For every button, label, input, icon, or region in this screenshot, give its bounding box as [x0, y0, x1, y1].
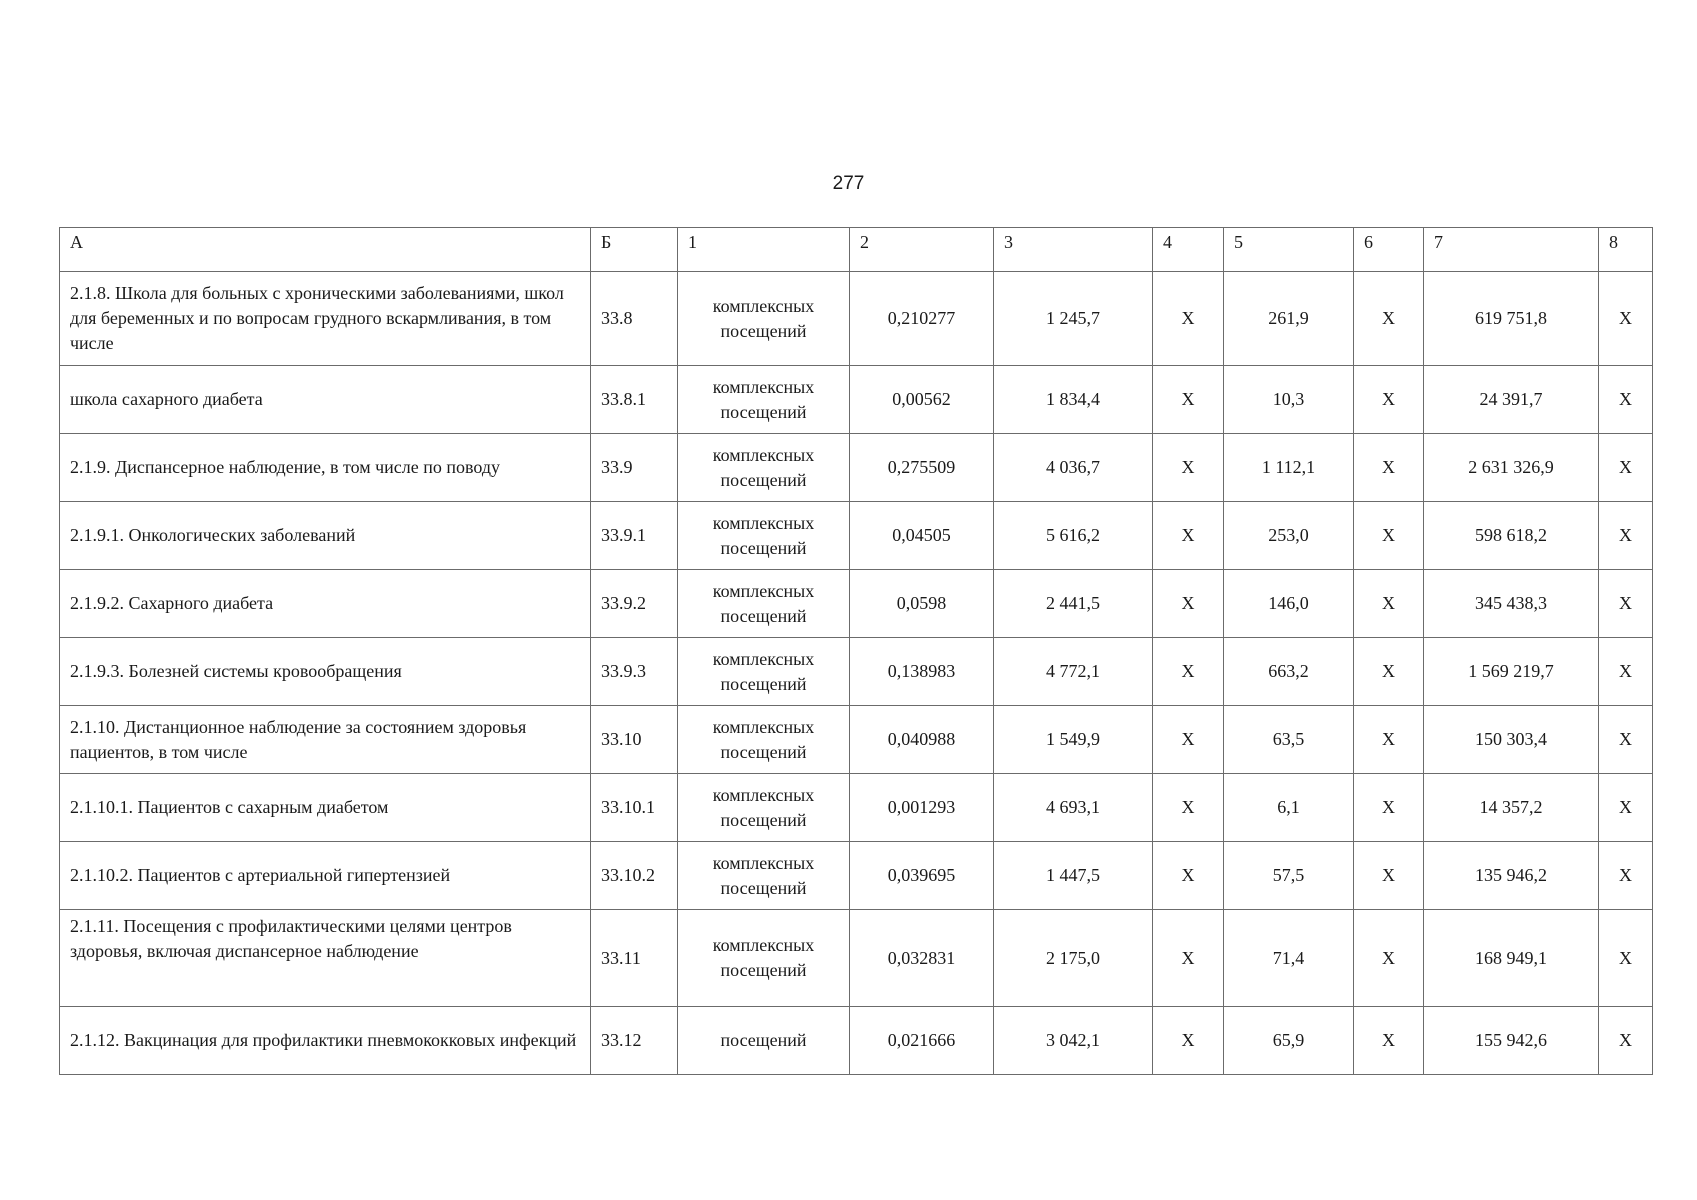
row-col-3: 1 834,4 — [994, 366, 1153, 434]
row-name: 2.1.9.1. Онкологических заболеваний — [60, 502, 591, 570]
row-col-7: 345 438,3 — [1424, 570, 1599, 638]
row-col-2: 0,138983 — [850, 638, 994, 706]
row-code: 33.12 — [591, 1007, 678, 1075]
row-col-6: Х — [1354, 638, 1424, 706]
row-col-6: Х — [1354, 774, 1424, 842]
row-col-3: 1 549,9 — [994, 706, 1153, 774]
table-body — [60, 272, 1653, 1075]
row-col-3: 4 693,1 — [994, 774, 1153, 842]
row-col-8: Х — [1599, 774, 1653, 842]
row-col-2: 0,210277 — [850, 272, 994, 366]
row-col-8: Х — [1599, 1007, 1653, 1075]
row-unit: комплексных посещений — [678, 434, 850, 502]
row-col-6: Х — [1354, 502, 1424, 570]
row-name: 2.1.9. Диспансерное наблюдение, в том числе по поводу — [60, 434, 591, 502]
row-unit: комплексных посещений — [678, 842, 850, 910]
row-unit: комплексных посещений — [678, 570, 850, 638]
row-name: 2.1.9.2. Сахарного диабета — [60, 570, 591, 638]
row-col-7: 14 357,2 — [1424, 774, 1599, 842]
row-col-7: 135 946,2 — [1424, 842, 1599, 910]
row-col-7: 1 569 219,7 — [1424, 638, 1599, 706]
table-row — [60, 842, 1653, 910]
row-col-2: 0,0598 — [850, 570, 994, 638]
row-col-7: 168 949,1 — [1424, 910, 1599, 1007]
row-col-4: Х — [1153, 570, 1224, 638]
header-cell-5: 5 — [1224, 228, 1354, 272]
row-col-5: 10,3 — [1224, 366, 1354, 434]
row-col-5: 65,9 — [1224, 1007, 1354, 1075]
row-col-6: Х — [1354, 706, 1424, 774]
row-name: 2.1.9.3. Болезней системы кровообращения — [60, 638, 591, 706]
row-name: 2.1.12. Вакцинация для профилактики пневмококковых инфекций — [60, 1007, 591, 1075]
row-name: 2.1.10.2. Пациентов с артериальной гипертензией — [60, 842, 591, 910]
row-unit: комплексных посещений — [678, 910, 850, 1007]
row-code: 33.10 — [591, 706, 678, 774]
header-cell-a: А — [60, 228, 591, 272]
row-col-4: Х — [1153, 910, 1224, 1007]
row-col-7: 24 391,7 — [1424, 366, 1599, 434]
row-code: 33.10.1 — [591, 774, 678, 842]
row-col-4: Х — [1153, 842, 1224, 910]
page-number: 277 — [832, 173, 865, 194]
table-row — [60, 366, 1653, 434]
row-col-8: Х — [1599, 272, 1653, 366]
row-col-8: Х — [1599, 570, 1653, 638]
row-col-3: 2 441,5 — [994, 570, 1153, 638]
row-col-6: Х — [1354, 434, 1424, 502]
header-cell-7: 7 — [1424, 228, 1599, 272]
row-col-7: 619 751,8 — [1424, 272, 1599, 366]
row-col-5: 663,2 — [1224, 638, 1354, 706]
row-col-8: Х — [1599, 638, 1653, 706]
row-col-2: 0,040988 — [850, 706, 994, 774]
row-name: 2.1.10. Дистанционное наблюдение за состоянием здоровья пациентов, в том числе — [60, 706, 591, 774]
row-col-3: 3 042,1 — [994, 1007, 1153, 1075]
row-unit: комплексных посещений — [678, 502, 850, 570]
table-header — [60, 228, 1653, 272]
table-row — [60, 910, 1653, 1007]
row-col-6: Х — [1354, 570, 1424, 638]
row-col-5: 63,5 — [1224, 706, 1354, 774]
table-row — [60, 638, 1653, 706]
row-unit: комплексных посещений — [678, 774, 850, 842]
row-col-6: Х — [1354, 842, 1424, 910]
row-col-3: 4 772,1 — [994, 638, 1153, 706]
row-col-8: Х — [1599, 910, 1653, 1007]
row-name: 2.1.10.1. Пациентов с сахарным диабетом — [60, 774, 591, 842]
data-table — [59, 227, 1653, 1075]
row-col-7: 155 942,6 — [1424, 1007, 1599, 1075]
row-unit: комплексных посещений — [678, 272, 850, 366]
row-col-4: Х — [1153, 1007, 1224, 1075]
row-unit: комплексных посещений — [678, 366, 850, 434]
row-col-6: Х — [1354, 272, 1424, 366]
row-col-7: 598 618,2 — [1424, 502, 1599, 570]
row-name: 2.1.11. Посещения с профилактическими целями центров здоровья, включая диспансерное наблюдение — [60, 910, 591, 1007]
row-col-4: Х — [1153, 272, 1224, 366]
row-col-5: 1 112,1 — [1224, 434, 1354, 502]
row-col-2: 0,039695 — [850, 842, 994, 910]
table-row — [60, 570, 1653, 638]
header-cell-b: Б — [591, 228, 678, 272]
row-code: 33.10.2 — [591, 842, 678, 910]
row-col-4: Х — [1153, 366, 1224, 434]
row-name: школа сахарного диабета — [60, 366, 591, 434]
row-col-4: Х — [1153, 638, 1224, 706]
row-col-5: 253,0 — [1224, 502, 1354, 570]
row-col-5: 261,9 — [1224, 272, 1354, 366]
row-col-3: 1 447,5 — [994, 842, 1153, 910]
row-col-8: Х — [1599, 366, 1653, 434]
row-col-2: 0,04505 — [850, 502, 994, 570]
header-cell-6: 6 — [1354, 228, 1424, 272]
row-col-5: 57,5 — [1224, 842, 1354, 910]
table-row — [60, 1007, 1653, 1075]
header-cell-2: 2 — [850, 228, 994, 272]
header-cell-4: 4 — [1153, 228, 1224, 272]
row-col-6: Х — [1354, 910, 1424, 1007]
table-row — [60, 502, 1653, 570]
row-col-2: 0,00562 — [850, 366, 994, 434]
row-code: 33.9.1 — [591, 502, 678, 570]
table-row — [60, 774, 1653, 842]
row-col-8: Х — [1599, 434, 1653, 502]
row-code: 33.9 — [591, 434, 678, 502]
row-col-3: 2 175,0 — [994, 910, 1153, 1007]
row-col-3: 5 616,2 — [994, 502, 1153, 570]
row-col-5: 146,0 — [1224, 570, 1354, 638]
row-col-3: 4 036,7 — [994, 434, 1153, 502]
row-code: 33.9.3 — [591, 638, 678, 706]
header-cell-3: 3 — [994, 228, 1153, 272]
row-code: 33.9.2 — [591, 570, 678, 638]
header-row — [60, 228, 1653, 272]
row-unit: комплексных посещений — [678, 706, 850, 774]
row-unit: посещений — [678, 1007, 850, 1075]
row-col-4: Х — [1153, 774, 1224, 842]
row-col-5: 6,1 — [1224, 774, 1354, 842]
row-col-2: 0,032831 — [850, 910, 994, 1007]
row-col-8: Х — [1599, 502, 1653, 570]
row-code: 33.8.1 — [591, 366, 678, 434]
row-col-2: 0,001293 — [850, 774, 994, 842]
row-unit: комплексных посещений — [678, 638, 850, 706]
header-cell-1: 1 — [678, 228, 850, 272]
row-col-6: Х — [1354, 1007, 1424, 1075]
row-col-4: Х — [1153, 706, 1224, 774]
row-col-7: 150 303,4 — [1424, 706, 1599, 774]
table-row — [60, 434, 1653, 502]
row-col-2: 0,275509 — [850, 434, 994, 502]
row-col-5: 71,4 — [1224, 910, 1354, 1007]
row-col-4: Х — [1153, 434, 1224, 502]
row-col-4: Х — [1153, 502, 1224, 570]
table-row — [60, 272, 1653, 366]
row-col-7: 2 631 326,9 — [1424, 434, 1599, 502]
header-cell-8: 8 — [1599, 228, 1653, 272]
row-col-8: Х — [1599, 706, 1653, 774]
table-row — [60, 706, 1653, 774]
row-col-8: Х — [1599, 842, 1653, 910]
row-code: 33.11 — [591, 910, 678, 1007]
row-code: 33.8 — [591, 272, 678, 366]
row-col-2: 0,021666 — [850, 1007, 994, 1075]
row-col-6: Х — [1354, 366, 1424, 434]
row-name: 2.1.8. Школа для больных с хроническими заболеваниями, школ для беременных и по вопросам грудного вскармливания, в том числе — [60, 272, 591, 366]
row-col-3: 1 245,7 — [994, 272, 1153, 366]
